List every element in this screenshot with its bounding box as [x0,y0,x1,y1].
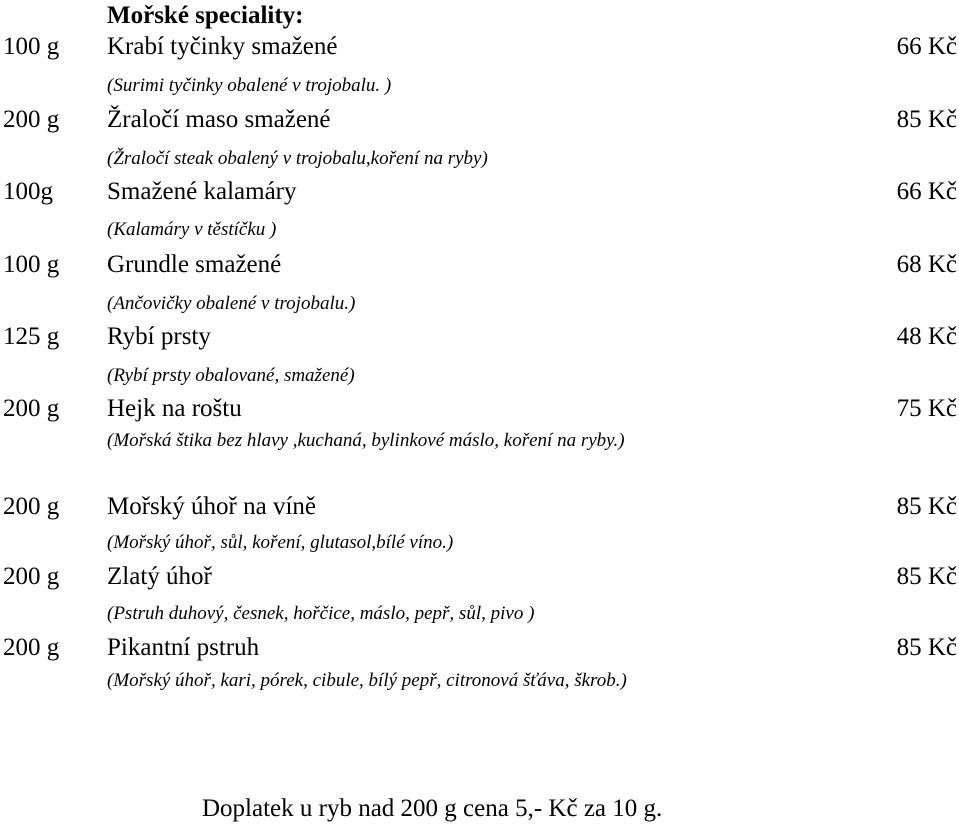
item-price: 85 Kč [896,493,957,520]
item-description: (Rybí prsty obalované, smažené) [107,365,355,386]
item-price: 85 Kč [896,106,957,133]
menu-item [0,175,959,240]
item-row [0,560,959,594]
item-price: 66 Kč [896,33,957,60]
menu-item [0,392,959,451]
item-description: (Ančovičky obalené v trojobalu.) [107,293,356,314]
menu-item [0,248,959,314]
item-description: (Mořský úhoř, sůl, koření, glutasol,bílé víno.) [107,532,454,553]
section-heading: Mořské speciality: [107,2,304,29]
item-price: 85 Kč [896,563,957,590]
item-weight: 200 g [3,106,60,133]
item-weight: 100 g [3,251,60,278]
item-price: 85 Kč [896,634,957,661]
menu-item [0,560,959,624]
item-row [0,392,959,426]
item-name: Pikantní pstruh [107,634,260,661]
menu-item [0,320,959,386]
item-row [0,103,959,137]
item-weight: 200 g [3,634,60,661]
item-description: (Surimi tyčinky obalené v trojobalu. ) [107,75,392,96]
item-name: Rybí prsty [107,323,211,350]
item-description: (Mořský úhoř, kari, pórek, cibule, bílý pepř, citronová šťáva, škrob.) [107,670,627,691]
menu-item [0,631,959,691]
surcharge-note: Doplatek u ryb nad 200 g cena 5,- Kč za 10 g. [202,795,663,822]
item-row [0,30,959,64]
item-weight: 200 g [3,395,60,422]
item-weight: 100g [3,178,53,205]
item-name: Zlatý úhoř [107,563,212,590]
item-weight: 100 g [3,33,60,60]
item-row [0,320,959,354]
menu-item [0,30,959,96]
item-name: Smažené kalamáry [107,178,297,205]
item-weight: 200 g [3,493,60,520]
item-price: 68 Kč [896,251,957,278]
menu-item [0,103,959,169]
item-weight: 200 g [3,563,60,590]
item-name: Hejk na roštu [107,395,242,422]
item-name: Mořský úhoř na víně [107,493,316,520]
item-description: (Mořská štika bez hlavy ,kuchaná, bylinkové máslo, koření na ryby.) [107,430,625,451]
item-description: (Žraločí steak obalený v trojobalu,koření na ryby) [107,148,488,169]
item-row [0,490,959,524]
item-row [0,631,959,665]
item-description: (Pstruh duhový, česnek, hořčice, máslo, pepř, sůl, pivo ) [107,603,535,624]
item-price: 48 Kč [896,323,957,350]
item-name: Grundle smažené [107,251,282,278]
item-price: 75 Kč [896,395,957,422]
item-price: 66 Kč [896,178,957,205]
item-name: Krabí tyčinky smažené [107,33,338,60]
item-row [0,248,959,282]
item-description: (Kalamáry v těstíčku ) [107,219,277,240]
item-weight: 125 g [3,323,60,350]
item-row [0,175,959,209]
item-name: Žraločí maso smažené [107,106,331,133]
menu-item [0,490,959,553]
